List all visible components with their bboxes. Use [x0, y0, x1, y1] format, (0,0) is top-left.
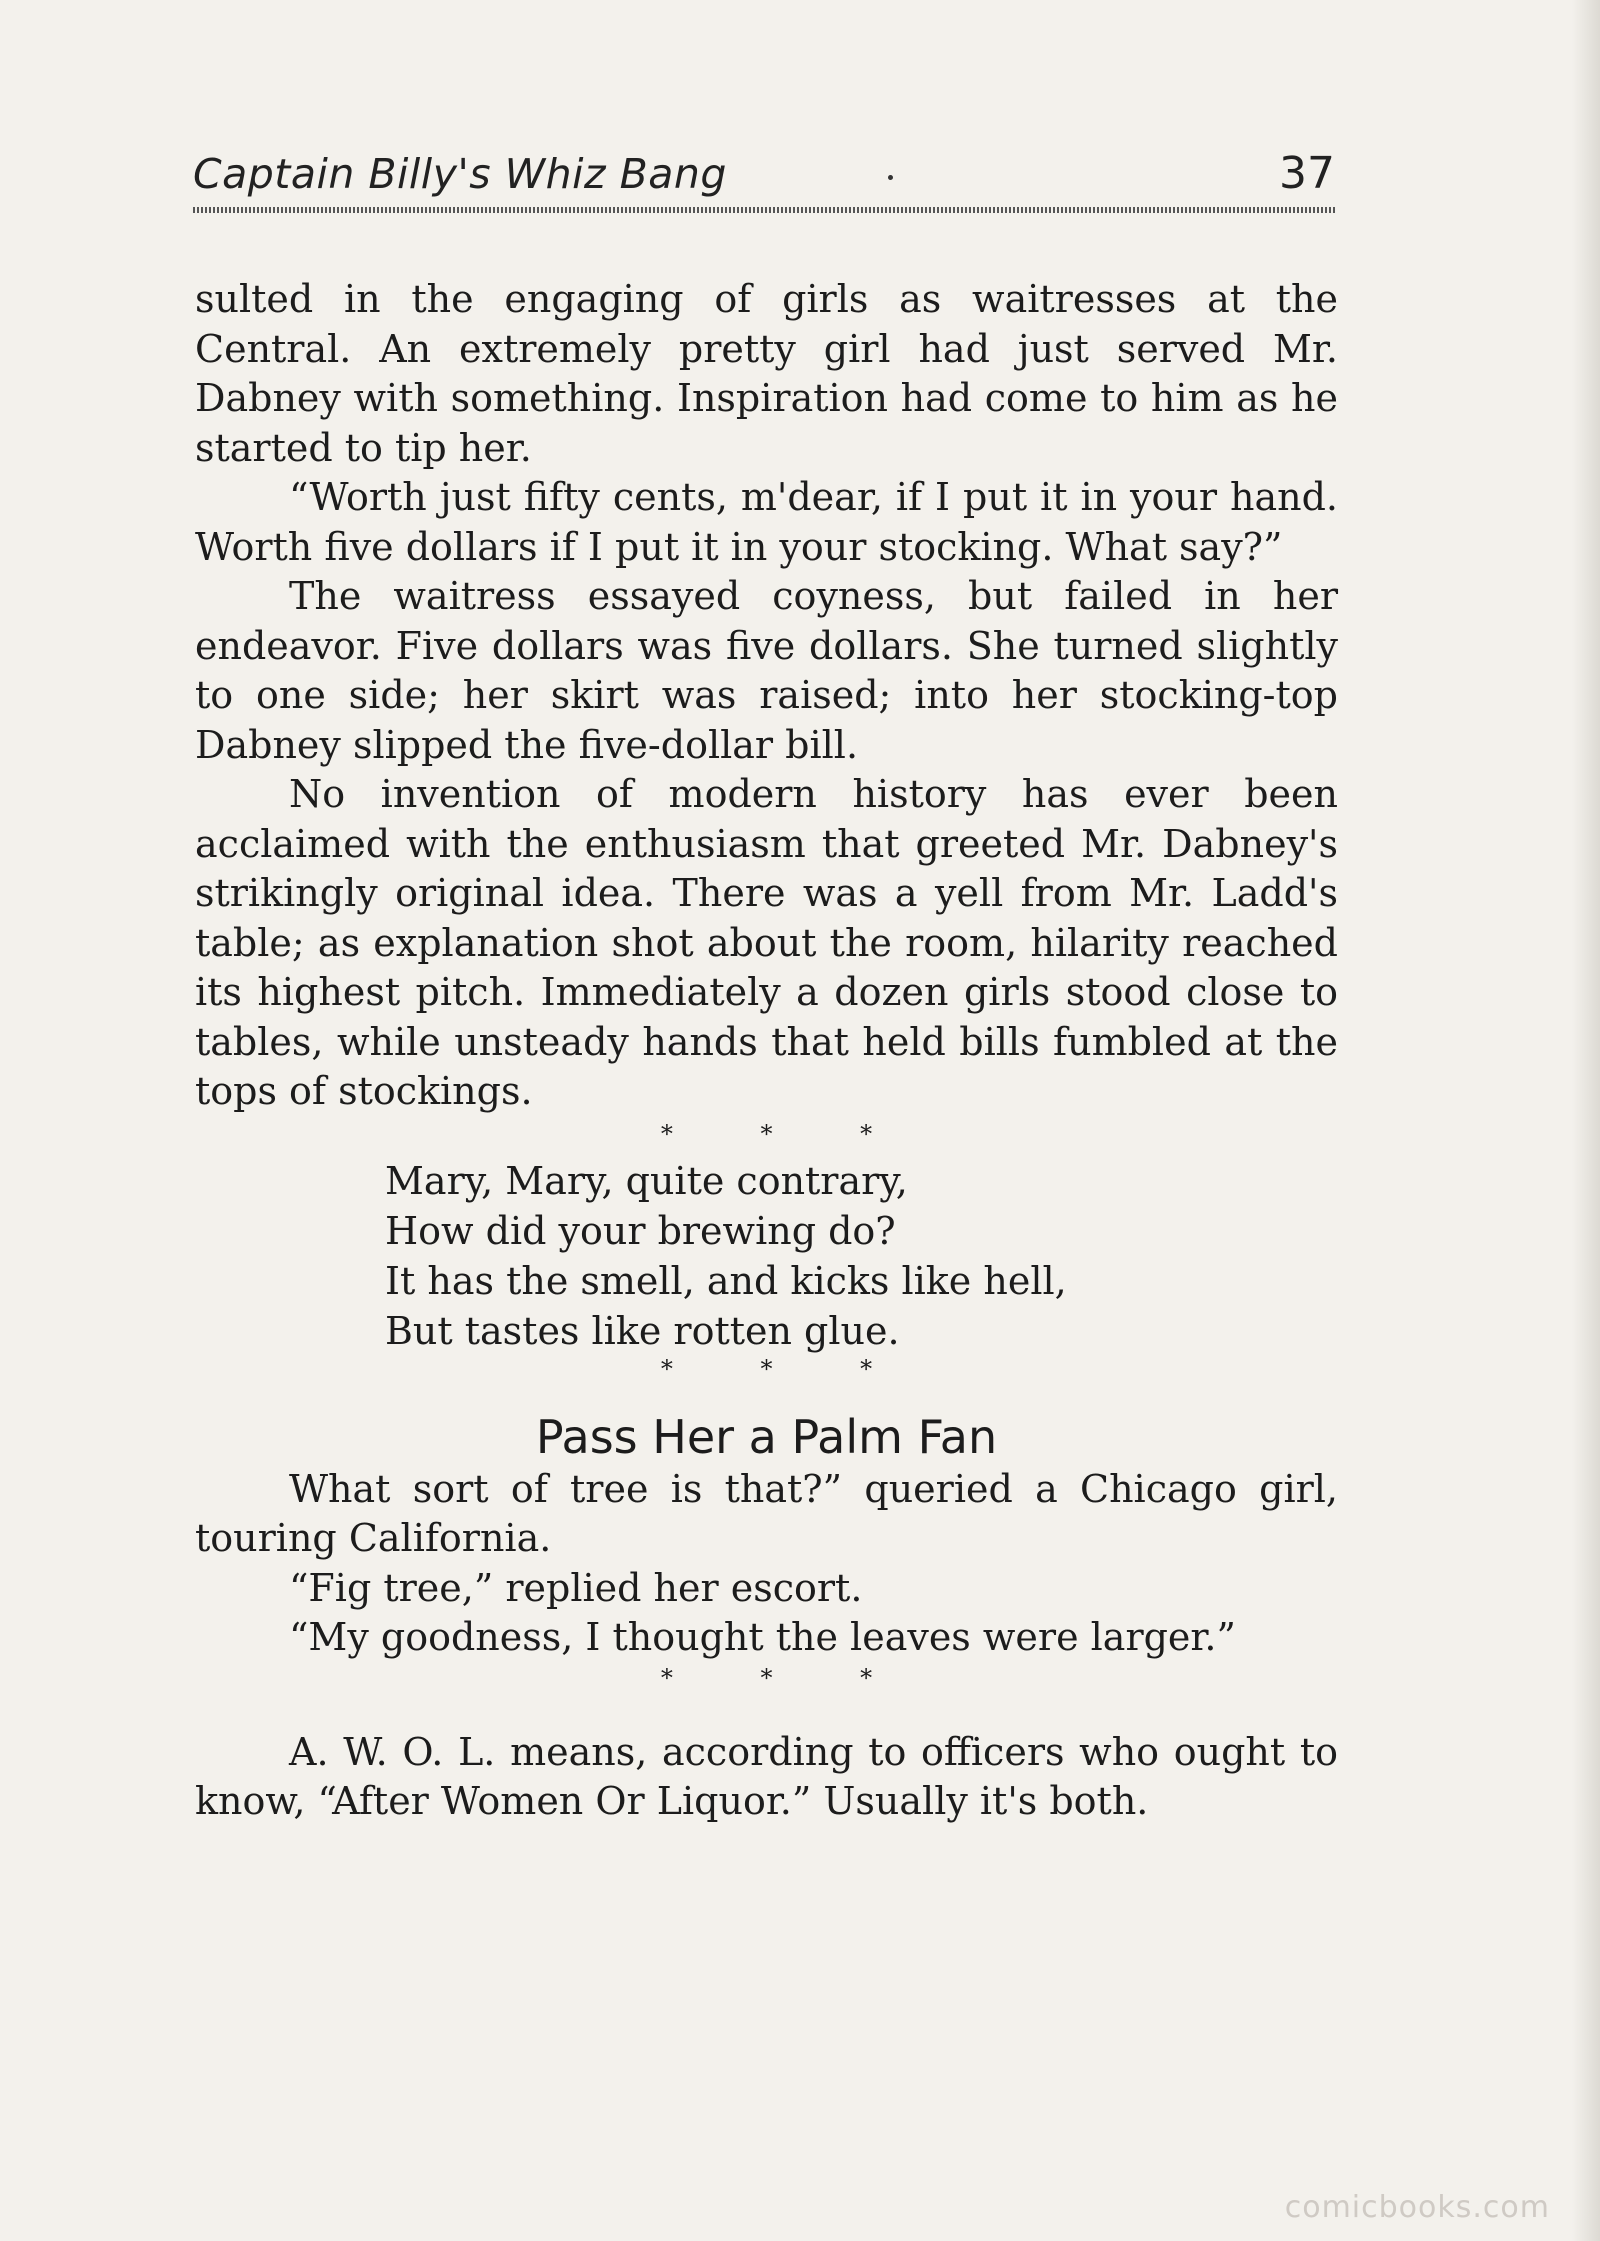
paragraph-continued: sulted in the engaging of girls as waitresses at the Central. An extremely pretty girl had just served Mr. Dabney with something. Inspiration had come to him as he started to tip her.	[195, 277, 1338, 470]
verse-line: It has the smell, and kicks like hell,	[385, 1258, 1067, 1303]
paragraph-waitress: The waitress essayed coyness, but failed in her endeavor. Five dollars was five dollars. She turned slightly to one side; her skirt was raised; into her stocking-top Dabney slipped the five-dollar bill.	[195, 574, 1338, 767]
section-separator: * * *	[660, 1119, 913, 1148]
joke-line: “My goodness, I thought the leaves were larger.”	[289, 1615, 1236, 1659]
paragraph-awol: A. W. O. L. means, according to officers who ought to know, “After Women Or Liquor.” Usually it's both.	[195, 1729, 1338, 1823]
page-edge-shadow	[1572, 0, 1600, 2241]
running-header-title: Captain Billy's Whiz Bang	[193, 150, 727, 198]
header-dot	[888, 175, 893, 180]
running-header	[193, 150, 1335, 208]
header-rule	[193, 207, 1335, 213]
page-number: 37	[1279, 148, 1335, 199]
section-separator: * * *	[660, 1354, 913, 1383]
verse-line: Mary, Mary, quite contrary,	[385, 1158, 908, 1203]
joke-line: What sort of tree is that?” queried a Chicago girl, touring California.	[195, 1466, 1338, 1560]
watermark: comicbooks.com	[1284, 2190, 1550, 2225]
paragraph-quote: “Worth just fifty cents, m'dear, if I put it in your hand. Worth five dollars if I put it in your stocking. What say?”	[195, 475, 1338, 569]
verse-line: How did your brewing do?	[385, 1208, 896, 1253]
paragraph-invention: No invention of modern history has ever been acclaimed with the enthusiasm that greeted Mr. Dabney's strikingly original idea. There was a yell from Mr. Ladd's table; as explanation shot about the room, hilarity reached its highest pitch. Immediately a dozen girls stood close to tables, while unsteady hands that held bills fumbled at the tops of stockings.	[195, 772, 1338, 1113]
verse-poem	[385, 1156, 1338, 1356]
verse-line: But tastes like rotten glue.	[385, 1308, 900, 1353]
joke-line: “Fig tree,” replied her escort.	[289, 1565, 863, 1610]
article-body	[195, 275, 1338, 1827]
section-separator: * * *	[660, 1663, 913, 1692]
section-heading: Pass Her a Palm Fan	[535, 1409, 998, 1464]
